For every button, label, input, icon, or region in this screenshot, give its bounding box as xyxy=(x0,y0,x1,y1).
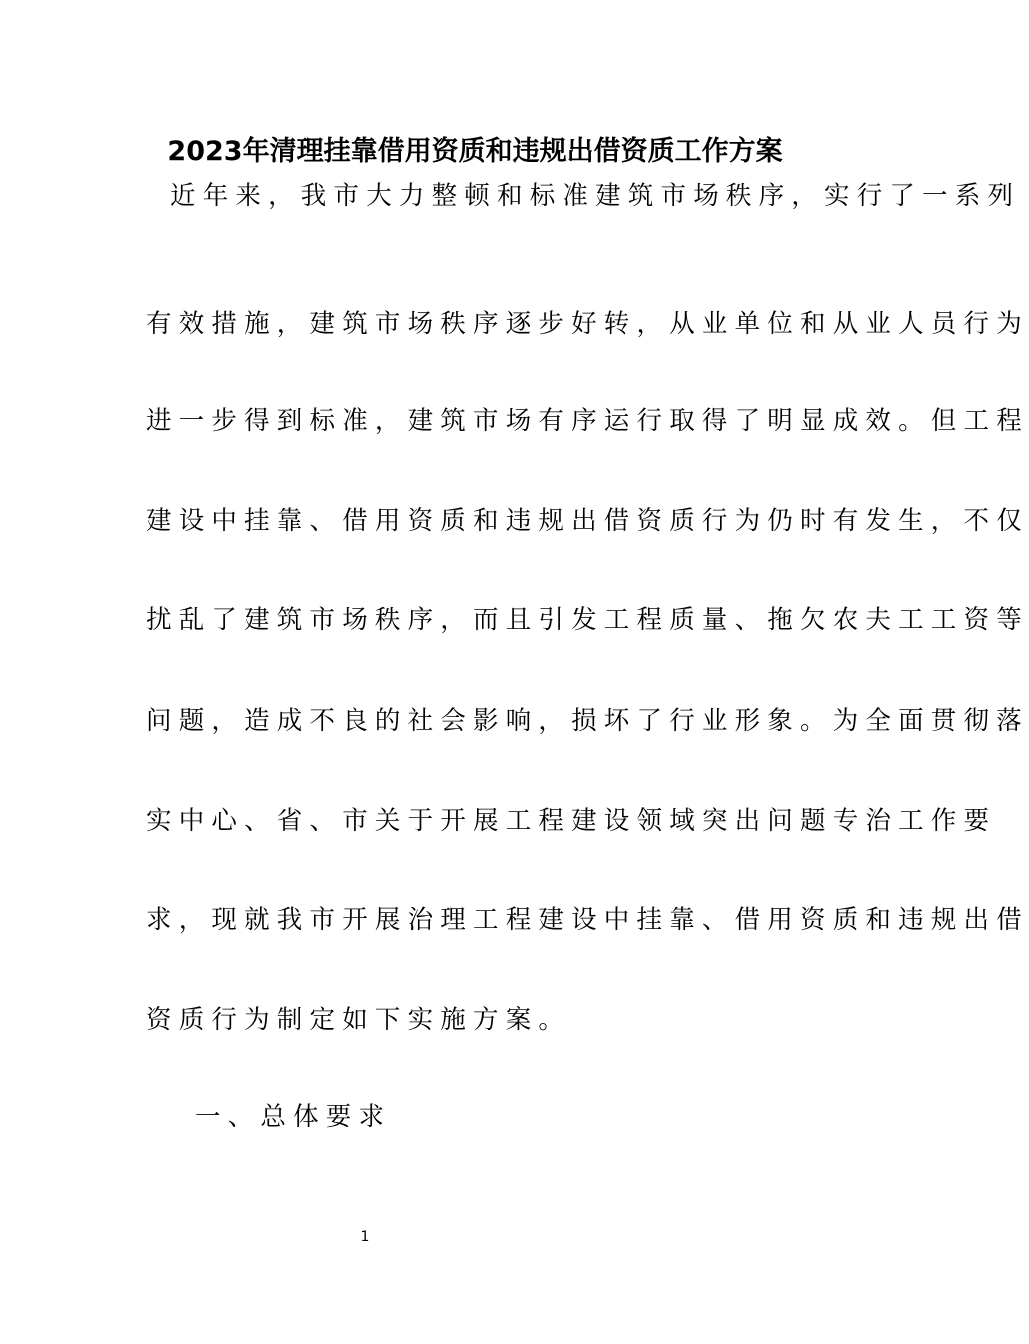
paragraph-line: 有效措施，建筑市场秩序逐步好转，从业单位和从业人员行为 xyxy=(146,309,1029,339)
page-number: 1 xyxy=(360,1229,370,1245)
document-title: 2023年清理挂靠借用资质和违规出借资质工作方案 xyxy=(167,136,783,167)
paragraph-line: 实中心、省、市关于开展工程建设领域突出问题专治工作要 xyxy=(146,806,997,836)
paragraph-line: 近年来，我市大力整顿和标准建筑市场秩序，实行了一系列 xyxy=(170,181,1021,211)
section-heading: 一、总体要求 xyxy=(195,1102,392,1132)
paragraph-line: 扰乱了建筑市场秩序，而且引发工程质量、拖欠农夫工工资等 xyxy=(146,605,1029,635)
paragraph-line: 建设中挂靠、借用资质和违规出借资质行为仍时有发生，不仅 xyxy=(146,506,1029,536)
paragraph-line: 问题，造成不良的社会影响，损坏了行业形象。为全面贯彻落 xyxy=(146,706,1029,736)
paragraph-line: 资质行为制定如下实施方案。 xyxy=(146,1005,572,1035)
paragraph-line: 进一步得到标准，建筑市场有序运行取得了明显成效。但工程 xyxy=(146,406,1029,436)
paragraph-line: 求，现就我市开展治理工程建设中挂靠、借用资质和违规出借 xyxy=(146,905,1029,935)
